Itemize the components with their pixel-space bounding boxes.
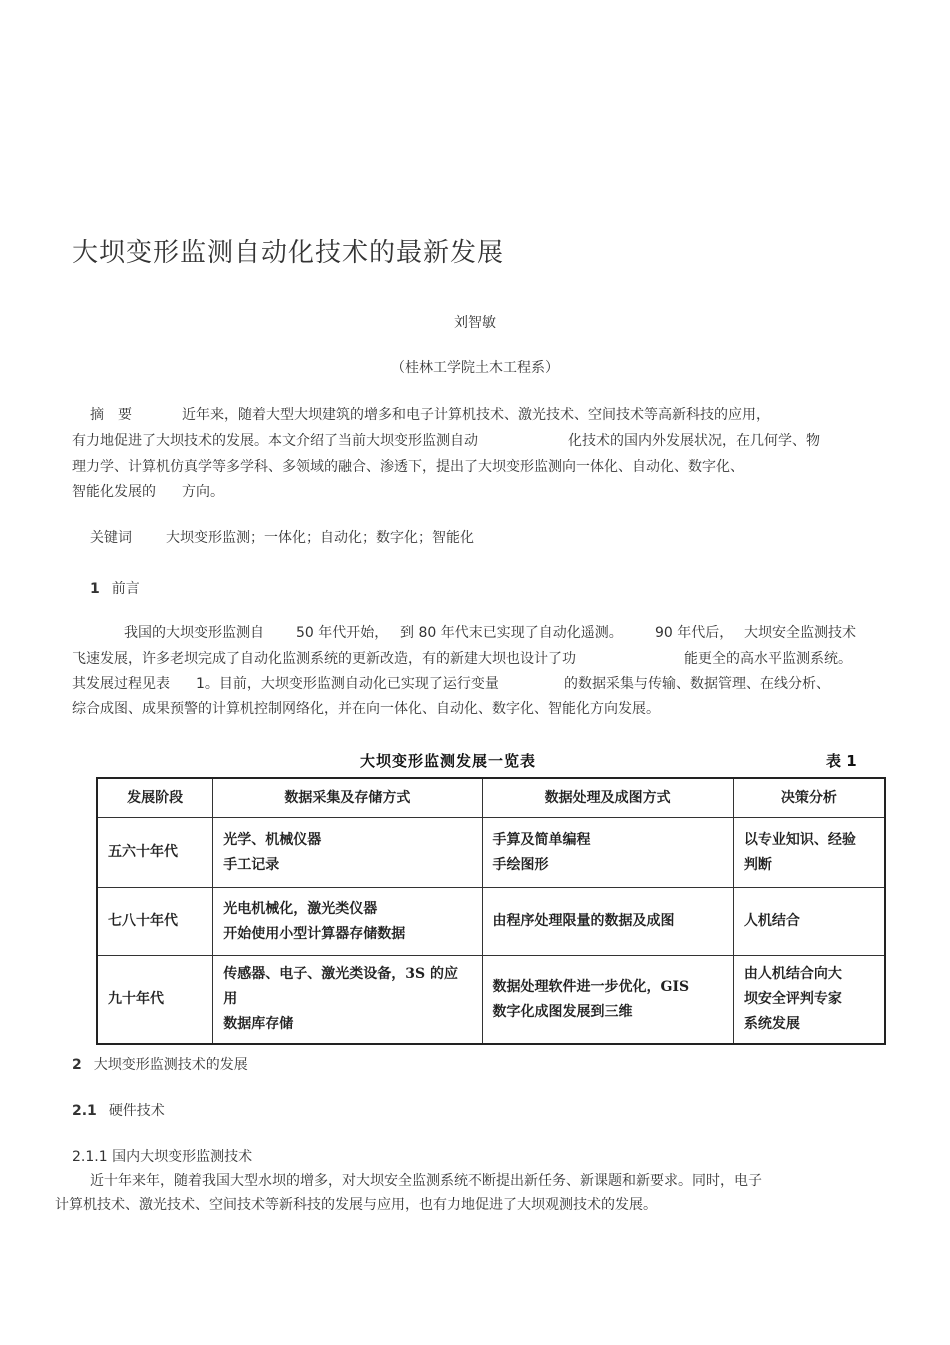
table-cell: 由人机结合向大 坝安全评判专家 系统发展 xyxy=(733,956,885,1045)
abstract-label: 摘 要 xyxy=(90,407,132,423)
table-row xyxy=(97,956,885,1045)
table-cell: 人机结合 xyxy=(733,888,885,956)
abstract-line-3: 理力学、计算机仿真学等多学科、多领域的融合、渗透下，提出了大坝变形监测向一体化、自动化、数字化、 xyxy=(72,459,744,475)
section-1-title: 前言 xyxy=(111,581,140,597)
table-title: 大坝变形监测发展一览表 xyxy=(360,752,537,770)
table-header-cell: 决策分析 xyxy=(733,778,885,818)
section-1-p1a: 我国的大坝变形监测自 xyxy=(124,625,264,641)
section-1-p3b: 1。目前，大坝变形监测自动化已实现了运行变量 xyxy=(196,676,499,692)
section-2-title: 大坝变形监测技术的发展 xyxy=(93,1057,248,1073)
section-1-p1c: 到 80 年代末已实现了自动化遥测。 xyxy=(400,625,623,641)
section-1-number: 1 xyxy=(90,581,100,597)
abstract-line-1: 近年来，随着大型大坝建筑的增多和电子计算机技术、激光技术、空间技术等高新科技的应用， xyxy=(182,407,770,423)
section-1-p4: 综合成图、成果预警的计算机控制网络化，并在向一体化、自动化、数字化、智能化方向发展。 xyxy=(72,701,660,717)
table-number: 表 1 xyxy=(826,752,857,770)
section-1-p2b: 能更全的高水平监测系统。 xyxy=(684,651,852,667)
keywords-label: 关键词 xyxy=(90,530,132,546)
document-title: 大坝变形监测自动化技术的最新发展 xyxy=(72,238,505,268)
table-cell: 五六十年代 xyxy=(97,818,213,888)
section-1-p1b: 50 年代开始， xyxy=(296,625,389,641)
table-cell: 传感器、电子、激光类设备，3S 的应 用 数据库存储 xyxy=(213,956,482,1045)
section-2-heading xyxy=(72,1054,248,1074)
table-cell: 由程序处理限量的数据及成图 xyxy=(482,888,733,956)
table-row xyxy=(97,818,885,888)
table-header-cell: 数据采集及存储方式 xyxy=(213,778,482,818)
author-name: 刘智敏 xyxy=(454,315,496,331)
table-cell: 光电机械化，激光类仪器 开始使用小型计算器存储数据 xyxy=(213,888,482,956)
table-header-row xyxy=(97,778,885,818)
keywords-text: 大坝变形监测；一体化；自动化；数字化；智能化 xyxy=(166,530,474,546)
section-1-p1d: 90 年代后， xyxy=(655,625,734,641)
abstract-line-2a: 有力地促进了大坝技术的发展。本文介绍了当前大坝变形监测自动 xyxy=(72,433,478,449)
abstract-line-2b: 化技术的国内外发展状况，在几何学、物 xyxy=(568,433,820,449)
table-cell: 数据处理软件进一步优化，GIS 数字化成图发展到三维 xyxy=(482,956,733,1045)
section-1-p2a: 飞速发展，许多老坝完成了自动化监测系统的更新改造，有的新建大坝也设计了功 xyxy=(72,651,576,667)
table-cell: 九十年代 xyxy=(97,956,213,1045)
table-cell: 以专业知识、经验 判断 xyxy=(733,818,885,888)
section-1-p3a: 其发展过程见表 xyxy=(72,676,170,692)
section-2-p2: 计算机技术、激光技术、空间技术等新科技的发展与应用，也有力地促进了大坝观测技术的发展。 xyxy=(55,1197,657,1213)
section-2-1-title: 硬件技术 xyxy=(108,1103,165,1119)
section-2-1-number: 2.1 xyxy=(72,1103,97,1119)
table-cell: 手算及简单编程 手绘图形 xyxy=(482,818,733,888)
development-table xyxy=(96,777,886,1045)
section-2-number: 2 xyxy=(72,1057,82,1073)
section-1-heading xyxy=(90,578,140,598)
section-2-p1: 近十年来年，随着我国大型水坝的增多，对大坝安全监测系统不断提出新任务、新课题和新要求。同时，电子 xyxy=(90,1173,762,1189)
section-2-1-heading xyxy=(72,1100,165,1120)
table-header-cell: 数据处理及成图方式 xyxy=(482,778,733,818)
table-header-cell: 发展阶段 xyxy=(97,778,213,818)
table-cell: 光学、机械仪器 手工记录 xyxy=(213,818,482,888)
section-1-p1e: 大坝安全监测技术 xyxy=(744,625,856,641)
section-2-1-1-heading: 2.1.1 国内大坝变形监测技术 xyxy=(72,1149,253,1165)
abstract-line-4b: 方向。 xyxy=(182,484,224,500)
table-cell: 七八十年代 xyxy=(97,888,213,956)
section-1-p3c: 的数据采集与传输、数据管理、在线分析、 xyxy=(564,676,830,692)
author-affiliation: （桂林工学院土木工程系） xyxy=(391,360,559,376)
abstract-line-4a: 智能化发展的 xyxy=(72,484,156,500)
table-row xyxy=(97,888,885,956)
